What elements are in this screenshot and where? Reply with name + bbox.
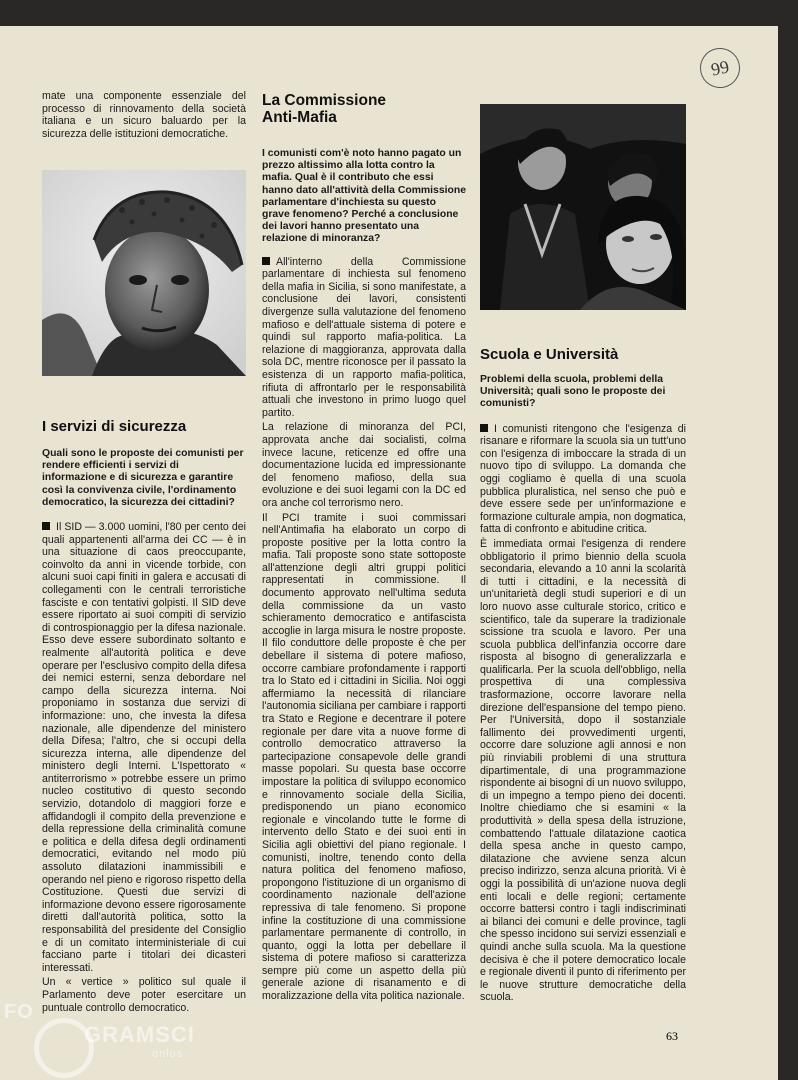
watermark-suffix: onlus <box>152 1048 184 1060</box>
soldier-photo <box>42 170 246 376</box>
security-question: Quali sono le proposte dei comunisti per rendere efficienti i servizi di informazione e di sicurezza e garantire così la convivenza civile, l'ordinamento democratico, la sicurezza dei cittadini? <box>42 448 244 508</box>
antimafia-paragraph: All'interno della Commissione parlamentare di inchiesta sul fenomeno della mafia in Sicilia, si sono manifestate, a conclusione dei lavori, consistenti divergenze sulla valutazione del fenomeno mafioso e dell'attuale sistema di potere e quindi sul rapporto mafia-politica. La relazione di maggioranza, approvata dalla sola DC, mentre riconosce per il passato la esistenza di un rapporto mafia-politica, rifiuta di affrontarlo per le responsabilità attuali che investono in primo luogo quel partito. <box>262 255 466 419</box>
security-paragraph: Il SID — 3.000 uomini, l'80 per cento dei quali appartenenti all'arma dei CC — è in una situazione di caos preoccupante, coinvolto da anni in vicende torbide, con alcuni suoi capi finiti in galera e accusati di collegamenti con le centrali terroristiche fasciste e con tentativi golpisti. Il SID deve essere riportato ai suoi compiti di servizio di controspionaggio per la difesa nazionale. Esso deve essere subordinato soltanto e realmente all'autorità politica e deve operare per l'esclusivo compito della difesa dei nemici esterni, senza debordare nel campo della sicurezza interna. Noi proponiamo in sostanza due servizi di informazione: uno, che investa la difesa nazionale, alle dipendenze del ministero della Difesa; l'altro, che si occupi della sicurezza interna, alle dipendenze del ministero degli Interni. L'Ispettorato « antiterrorismo » potrebbe essere un primo nucleo costitutivo di questo secondo servizio, dotandolo di maggiori forze e affidandogli il compito della prevenzione e della repressione della criminalità comune e politica e della difesa degli ordinamenti democratici, evitando nel modo più assoluto dilatazioni inammissibili e operando nel pieno e rigoroso rispetto della Costituzione. Questi due servizi di informazione devono essere rigorosamente diretti dall'autorità politica, sotto la responsabilità del presidente del Consiglio e di un comitato interministeriale di cui facciano parte i titolari dei dicasteri interessati. <box>42 521 246 974</box>
students-photo-image <box>480 104 686 310</box>
bullet-square-icon <box>262 257 270 265</box>
antimafia-paragraph: La relazione di minoranza del PCI, approvata anche dai socialisti, colma invece lacune, reticenze ed offre una documentazione lucida ed impressionante del fenomeno mafioso, della sua evoluzione e dei suoi legami con la DC ed ora anche col terrorismo nero. <box>262 421 466 509</box>
antimafia-paragraph: Il PCI tramite i suoi commissari nell'Antimafia ha elaborato un corpo di proposte positive per la lotta contro la mafia. Tali proposte sono state sottoposte all'attenzione degli altri gruppi politici rappresentati in commissione. Il documento approvato nell'ultima seduta della commissione da un vasto schieramento democratico e antifascista accoglie in larga misura le nostre proposte. Il filo conduttore delle proposte è che per debellare il sistema di potere mafioso, occorre cambiare profondamente i rapporti tra lo Stato ed i cittadini in Sicilia. Noi oggi affermiamo la necessità di rilanciare l'autonomia siciliana per cambiare i rapporti tra Stato e Regione e decentrare il potere regionale per dare vita a nuove forme di controllo democratico attraverso la partecipazione consapevole delle grandi masse popolari. Su questa base occorre impostare la politica di sviluppo economico e rinnovamento sociale della Sicilia, predisponendo un piano economico regionale e vincolando tutte le forme di intervento dello Stato e dei suoi enti in Sicilia agli obiettivi del piano regionale. I comunisti, inoltre, tenendo conto della natura politica del fenomeno mafioso, propongono l'istituzione di un organismo di coordinamento nazionale dell'azione repressiva di tale fenomeno. Si propone infine la costituzione di una commissione parlamentare permanente di controllo, in quanto, oggi la lotta per debellare il sistema di potere mafioso si caratterizza sempre più come un aspetto della più generale azione di risanamento e di moralizzazione della vita politica nazionale. <box>262 511 466 1003</box>
middle-column <box>262 92 466 1005</box>
school-heading: Scuola e Università <box>480 346 619 363</box>
students-photo <box>480 104 686 310</box>
soldier-photo-image <box>42 170 246 376</box>
security-heading: I servizi di sicurezza <box>42 418 187 435</box>
security-body <box>42 521 246 1014</box>
archive-stamp: 99 <box>696 44 743 91</box>
school-paragraph: I comunisti ritengono che l'esigenza di risanare e riformare la scuola sia un tutt'uno con l'esigenza di imboccare la strada di un nuovo tipo di sviluppo. La domanda che oggi cogliamo è quella di una scuola pubblica pluralistica, nel senso che può e deve essere sede per un'informazione e formazione culturale ampia, non dogmatica, fatta di confronto e abitudine critica. <box>480 422 686 536</box>
school-body <box>480 423 686 1004</box>
magazine-page <box>0 26 778 1080</box>
bullet-square-icon <box>42 522 50 530</box>
security-paragraph: Un « vertice » politico sul quale il Parlamento deve poter esercitare un puntuale controllo democratico. <box>42 976 246 1014</box>
school-paragraph: È immediata ormai l'esigenza di rendere obbligatorio il primo biennio della scuola secondaria, elevando a 10 anni la scolarità di tutti i cittadini, e la necessità di un'unitarietà degli studi superiori e di un loro nuovo asse culturale storico, critico e scientifico, tale da superare la tradizionale scissione tra scuola e lavoro. Per una scuola pubblica dell'infanzia occorre dare risposta al bisogno di generalizzarla e qualificarla. Per la scuola dell'obbligo, nella prospettiva di una complessiva trasformazione, occorre lavorare nella direzione dell'espansione del tempo pieno. Per l'Università, dopo il sostanziale fallimento dei provvedimenti urgenti, occorre dare soluzione agli annosi e non più rinviabili problemi di una struttura dipartimentale, di una programmazione rispondente ai bisogni di un nuovo sviluppo, di un impegno a tempo pieno dei docenti. Inoltre chiediamo che si esamini « la produttività » della spesa della istruzione, combattendo l'attuale dilatazione caotica della spesa anche in questo campo, dilatazione che avviene senza alcun preciso indirizzo, senza alcuna priorità. Vi è oggi la possibilità di un'azione nuova degli enti locali e delle regioni; certamente occorre battersi contro i tagli indiscriminati ai bilanci dei comuni e delle province, tagli che spesso incidono sui servizi essenziali e quindi anche sulla scuola. Ma la questione decisiva è che il potere democratico locale e regionale diventi il punto di riferimento per le nuove strutture democratiche della scuola. <box>480 537 686 1004</box>
page-number: 63 <box>666 1029 678 1043</box>
intro-text: mate una componente essenziale del processo di rinnovamento della società italiana e un sicuro baluardo per la sicurezza delle istituzioni democratiche. <box>42 90 246 140</box>
left-column <box>42 90 246 140</box>
watermark-prefix: FO <box>4 1001 34 1023</box>
watermark-brand: GRAMSCI <box>84 1022 195 1047</box>
antimafia-heading <box>262 92 466 126</box>
school-question: Problemi della scuola, problemi della Università; quali sono le proposte dei comunisti? <box>480 374 666 410</box>
antimafia-heading-line1: La Commissione <box>262 92 387 109</box>
antimafia-heading-line2: Anti-Mafia <box>262 109 337 126</box>
bullet-square-icon <box>480 424 488 432</box>
antimafia-question: I comunisti com'è noto hanno pagato un prezzo altissimo alla lotta contro la mafia. Qual è il contributo che essi hanno dato all'attività della Commissione parlamentare d'inchiesta su questo grave fenomeno? Perché a conclusione dei lavori hanno presentato una relazione di minoranza? <box>262 148 466 245</box>
antimafia-body <box>262 256 466 1003</box>
